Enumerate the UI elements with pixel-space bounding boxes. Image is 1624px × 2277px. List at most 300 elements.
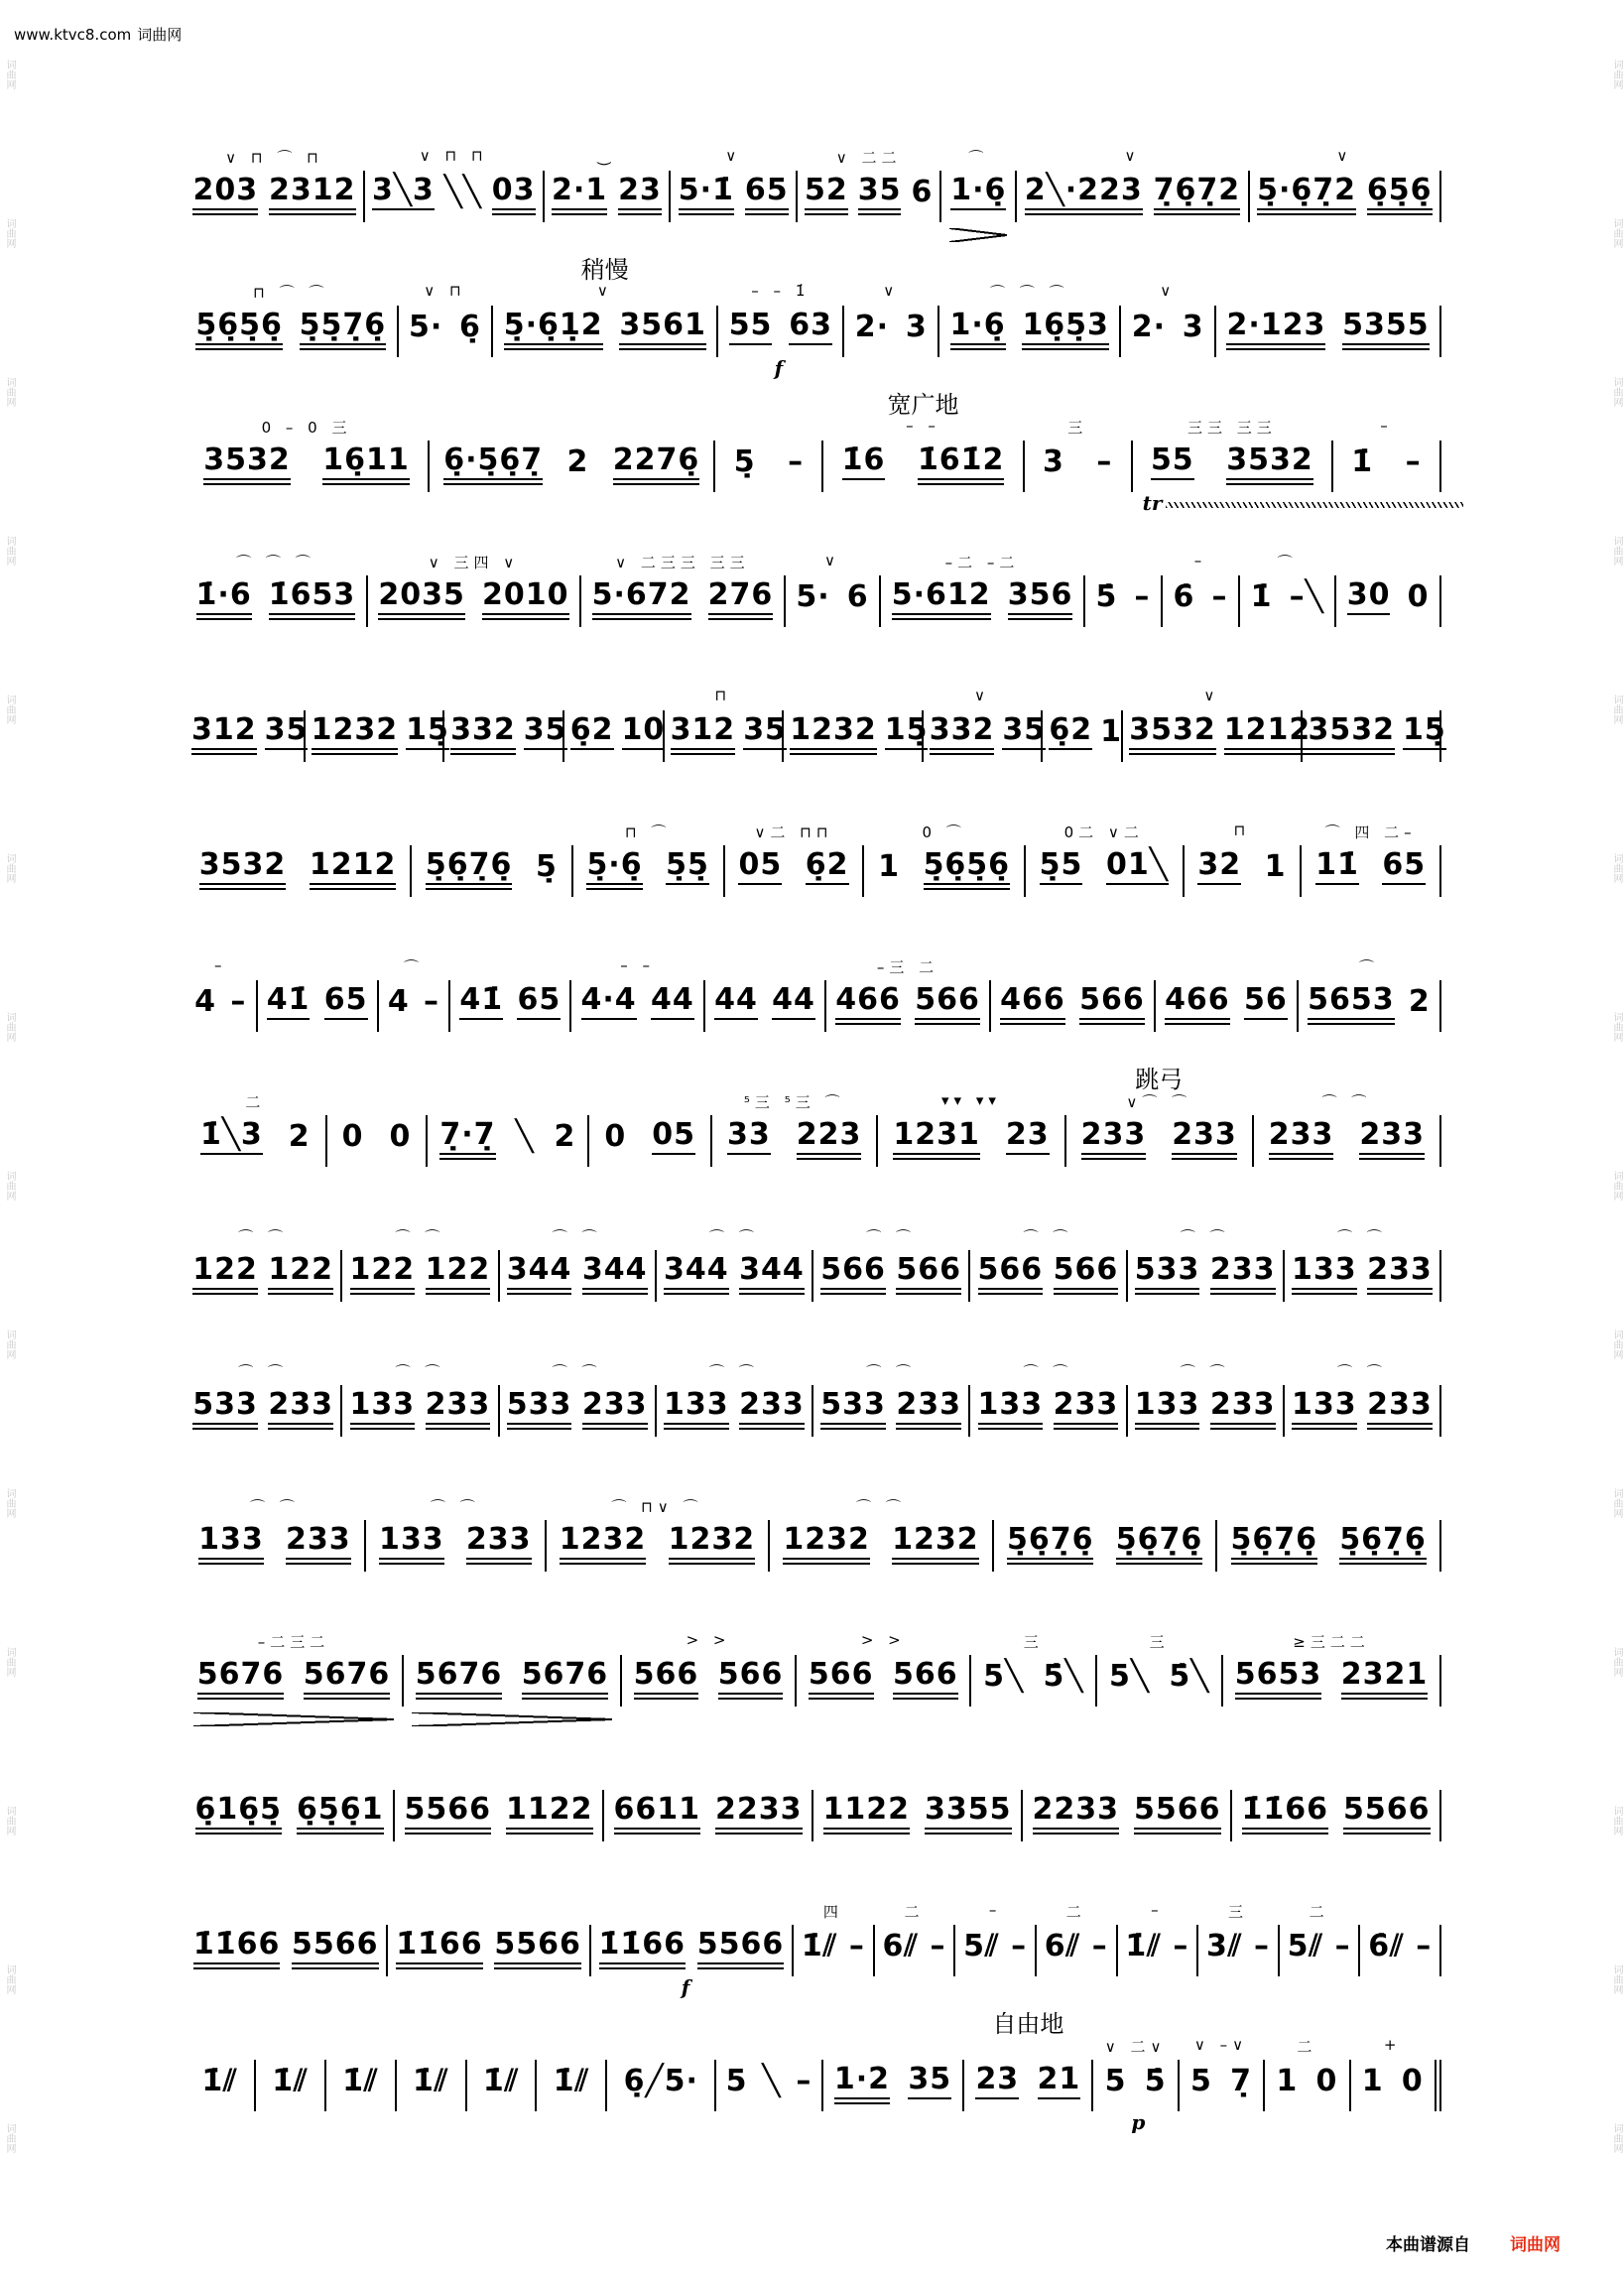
articulation-marks: –	[1380, 417, 1393, 435]
tempo-marking: 宽广地	[887, 391, 959, 419]
measure	[813, 1790, 1023, 1841]
note-group: 15̣	[885, 714, 929, 750]
measure	[186, 1790, 395, 1841]
note-group: 5566	[292, 1929, 379, 1964]
articulation-marks: 二	[1309, 1903, 1329, 1921]
measure	[604, 1790, 813, 1841]
note-group: 6̣2	[1049, 714, 1092, 750]
note-group: 1	[1264, 849, 1287, 884]
measure	[1280, 1903, 1361, 1976]
note-group: 5653	[1308, 984, 1395, 1020]
note-group: 5̣6̣7̣6̣	[1231, 1524, 1318, 1560]
watermark-text: 词曲网	[4, 1647, 15, 1677]
note-group: 6⫽	[882, 1929, 919, 1963]
articulation-marks: ⌒ ⌒ ⌒	[989, 284, 1069, 302]
measure	[875, 1903, 956, 1976]
note-group: 0	[341, 1119, 364, 1154]
articulation-marks: ∨ 二∨	[1104, 2038, 1167, 2056]
staff-line	[186, 1324, 1441, 1458]
note-group: 6̣2	[806, 849, 849, 885]
note-group: 332	[930, 714, 995, 750]
note-group: 5̣	[733, 444, 756, 479]
articulation-marks: –	[1193, 552, 1207, 569]
note-group: 1232	[892, 1524, 979, 1560]
note-group: 533	[192, 1389, 258, 1425]
note-group: 223	[797, 1119, 862, 1155]
articulation-marks: ≥三二二	[1293, 1633, 1370, 1651]
measure	[1163, 552, 1240, 627]
articulation-marks: ⌒ ⌒	[395, 1228, 445, 1246]
measure	[186, 419, 430, 492]
articulation-marks: > >	[686, 1631, 731, 1649]
brand-link[interactable]: 词曲网	[1510, 2235, 1561, 2255]
measure	[399, 282, 494, 357]
note-group: 1·2	[834, 2064, 890, 2099]
measure	[186, 149, 365, 222]
note-group: ╲	[762, 2064, 782, 2098]
staff-line	[186, 649, 1446, 784]
measure	[1037, 1903, 1118, 1976]
measure	[1128, 1363, 1285, 1437]
measure	[186, 284, 399, 357]
articulation-marks: ⊓	[714, 687, 732, 704]
measure	[716, 2060, 823, 2111]
note-group: 1̇⫽	[801, 1929, 838, 1963]
articulation-marks: 二	[245, 1093, 266, 1111]
note-group: 1212	[1224, 714, 1312, 750]
note-group: 1232	[783, 1524, 870, 1560]
note-group: 3	[1182, 310, 1204, 344]
measure	[813, 1228, 970, 1302]
articulation-marks: ▾▾ ▾▾	[941, 1091, 1001, 1109]
articulation-marks: ⌒ ⌒	[866, 1363, 917, 1381]
note-group: 3	[1042, 444, 1064, 479]
measure	[991, 980, 1156, 1032]
music-score	[186, 109, 1446, 2134]
measure	[1232, 1790, 1441, 1841]
measure	[705, 980, 826, 1032]
watermark-text: 词曲网	[4, 2123, 15, 2153]
note-group: 7̣	[1230, 2064, 1252, 2098]
measure	[444, 710, 567, 762]
note-group: 1̇⫽	[1125, 1929, 1162, 1963]
note-group: 5676	[522, 1659, 609, 1695]
note-group: 1̇⫽	[412, 2064, 449, 2098]
note-group: 0	[389, 1119, 412, 1154]
note-group: 5653	[1235, 1659, 1322, 1695]
note-group: 122	[268, 1254, 333, 1290]
note-group: 1̇1̇66	[193, 1929, 281, 1964]
articulation-marks: ∨⌒ ⌒	[1126, 1093, 1192, 1111]
note-group: 332	[450, 714, 516, 750]
note-group: 6611	[614, 1794, 701, 1830]
note-group: 5̣6̣7̣6̣	[1007, 1524, 1094, 1560]
note-group: 5566	[1343, 1794, 1431, 1830]
note-group: 5̣6̣5̣6̣	[924, 849, 1011, 885]
note-group: 3╲3	[372, 175, 435, 210]
watermark-text: 词曲网	[4, 60, 15, 89]
note-group: 5̣6̣7̣6̣	[1339, 1524, 1427, 1560]
articulation-marks: –三 二	[876, 958, 939, 976]
articulation-marks: 0 – 0 三	[261, 419, 352, 437]
measure	[1250, 147, 1441, 222]
note-group: 4	[194, 984, 217, 1019]
measure	[826, 958, 991, 1032]
measure	[581, 554, 786, 627]
note-group: 6̣	[459, 310, 481, 344]
measure	[547, 1498, 771, 1572]
note-group: 566	[809, 1659, 874, 1695]
note-group: 566	[896, 1254, 961, 1290]
watermark-text: 词曲网	[4, 695, 15, 724]
note-group: 6	[846, 579, 869, 614]
measure	[379, 958, 451, 1032]
note-group: 6⫽	[1044, 1929, 1081, 1963]
note-group: 233	[268, 1389, 333, 1425]
crescendo-hairpin	[412, 1712, 612, 1726]
note-group: –	[1091, 1929, 1108, 1963]
articulation-marks: +	[1383, 2036, 1402, 2054]
note-group: 10	[622, 714, 666, 750]
note-group: 233	[1054, 1389, 1119, 1425]
note-group: 566	[1054, 1254, 1119, 1290]
note-group: 15̣	[1403, 714, 1446, 750]
measure	[186, 554, 368, 627]
note-group: 122	[192, 1254, 258, 1290]
dynamic-marking: f	[681, 1975, 690, 1999]
note-group: 65	[745, 175, 789, 210]
note-group: 6̣2	[570, 714, 614, 750]
note-group: 5	[1189, 2064, 1212, 2098]
articulation-marks: ⌒	[403, 958, 424, 976]
note-group: 566	[820, 1254, 886, 1290]
note-group: 2╲·223	[1025, 175, 1143, 210]
articulation-marks: ⌒ ⌒	[1023, 1228, 1073, 1246]
measure	[258, 980, 379, 1032]
measure	[1128, 1228, 1285, 1302]
note-group: 5	[725, 2064, 748, 2098]
note-group: 1·6̣	[950, 175, 1006, 210]
articulation-marks: ⌒ ⌒	[1180, 1363, 1230, 1381]
note-group: 133	[1292, 1254, 1357, 1290]
dynamic-marking: f	[774, 356, 784, 380]
note-group: 3532	[203, 444, 291, 480]
staff-line	[186, 919, 1441, 1054]
note-group: 56	[1244, 984, 1288, 1020]
articulation-marks: ∨	[974, 687, 991, 704]
note-group: –╲	[1289, 579, 1324, 614]
watermark-text: 词曲网	[4, 1964, 15, 1994]
note-group: 1̇	[1250, 579, 1273, 614]
measure	[797, 1631, 971, 1707]
note-group: 1̇653	[269, 579, 356, 615]
note-group: 133	[198, 1524, 264, 1560]
articulation-marks: –	[1151, 1901, 1164, 1919]
articulation-marks: ⌒ ⌒	[238, 1363, 289, 1381]
note-group: 233	[1081, 1119, 1147, 1155]
note-group: –	[1334, 1929, 1351, 1963]
watermark-text: 词曲网	[1611, 695, 1622, 724]
articulation-marks: ⊓ ⌒	[624, 823, 672, 841]
note-group: 566	[634, 1659, 699, 1695]
note-group: 233	[466, 1524, 532, 1560]
watermark-text: 词曲网	[4, 377, 15, 407]
measure	[306, 710, 449, 762]
note-group: 1	[878, 849, 900, 884]
measure	[186, 710, 309, 762]
note-group: 566	[978, 1254, 1044, 1290]
note-group: 44	[772, 984, 815, 1020]
note-group: 1̇	[1351, 444, 1374, 479]
note-group: 233	[1210, 1254, 1276, 1290]
articulation-marks: ∨二 ⊓⊓	[754, 823, 833, 841]
watermark-text: 词曲网	[1611, 2123, 1622, 2153]
note-group: 55	[729, 310, 773, 345]
note-group: 5⫽	[963, 1929, 1000, 1963]
note-group: 7̣·7̣	[439, 1119, 495, 1155]
note-group: 5566	[697, 1929, 785, 1964]
note-group: 2312	[269, 175, 356, 210]
note-group: –	[788, 444, 805, 479]
articulation-marks: ⌒ ⌒	[250, 1498, 300, 1516]
note-group: 233	[1210, 1389, 1276, 1425]
note-group: 466	[835, 984, 901, 1020]
note-group: 1̇⫽	[201, 2064, 238, 2098]
note-group: 312	[191, 714, 257, 750]
note-group: 5·672	[592, 579, 691, 615]
note-group: 5·1̇	[679, 175, 734, 210]
articulation-marks: ⌒ ⌒	[1180, 1228, 1230, 1246]
note-group: 5̣5̣	[666, 849, 709, 885]
note-group: 1̇⫽	[482, 2064, 520, 2098]
note-group: 5⫽	[1287, 1929, 1323, 1963]
note-group: ╲	[515, 1119, 535, 1154]
note-group: 65	[517, 984, 561, 1020]
note-group: 233	[1269, 1119, 1334, 1155]
articulation-marks: ⌒	[968, 149, 989, 167]
staff-line	[186, 1863, 1441, 1998]
note-group: 5̇	[1144, 2064, 1167, 2098]
measure	[1121, 282, 1216, 357]
measure	[770, 1498, 994, 1572]
measure	[657, 1228, 813, 1302]
note-group: 52	[805, 175, 848, 210]
source-label: 本曲谱源自	[1386, 2235, 1470, 2255]
articulation-marks: ∨	[725, 147, 742, 165]
measure	[368, 554, 581, 627]
articulation-marks: 三	[1023, 1633, 1044, 1651]
dynamic-marking: p	[1131, 2110, 1146, 2134]
note-group: 23	[618, 175, 662, 210]
note-group: 1232	[560, 1524, 647, 1560]
articulation-marks: ⌒ ⌒	[866, 1228, 917, 1246]
articulation-marks: ⌒ ⌒	[708, 1228, 759, 1246]
articulation-marks: – – 1̇	[751, 282, 811, 300]
measure	[970, 1363, 1127, 1437]
measure	[1302, 823, 1441, 897]
note-group: 1212	[310, 849, 397, 885]
articulation-marks: ∨	[1336, 147, 1353, 165]
note-group: –	[796, 2064, 812, 2098]
note-group: 566	[915, 984, 980, 1020]
articulation-marks: ∨ ⊓ ⊓	[419, 147, 488, 165]
measure	[1285, 1363, 1441, 1437]
note-group: –	[1096, 444, 1113, 479]
articulation-marks: ⌒ ⌒	[1336, 1363, 1387, 1381]
measure	[1216, 306, 1441, 357]
measure	[1180, 2036, 1265, 2111]
note-group: 05	[738, 849, 782, 885]
note-group: 35	[908, 2064, 951, 2099]
articulation-marks: ∨ 二二	[835, 149, 902, 167]
articulation-marks: ⌒	[1277, 554, 1298, 571]
measure	[878, 1091, 1065, 1167]
note-group: 5676	[304, 1659, 391, 1695]
note-group: 2·123	[1226, 310, 1325, 345]
watermark-text: 词曲网	[4, 1171, 15, 1201]
note-group: 1	[1276, 2064, 1299, 2098]
measure	[1123, 687, 1312, 762]
measure	[607, 2060, 716, 2111]
note-group: 344	[664, 1254, 729, 1290]
note-group: 5·	[796, 579, 830, 614]
note-group: 1232	[790, 714, 877, 750]
note-group: 1	[1100, 714, 1122, 749]
note-group: 3532	[1309, 714, 1396, 750]
note-group: 35	[1002, 714, 1046, 750]
measure	[970, 1228, 1127, 1302]
note-group: 5̣5	[1040, 849, 1083, 885]
note-group: 2·1	[552, 175, 607, 210]
note-group: 2233	[715, 1794, 803, 1830]
measure	[412, 845, 573, 897]
measure	[366, 1498, 547, 1572]
measure	[186, 2060, 256, 2111]
note-group: 566	[718, 1659, 784, 1695]
note-group: 1̇1̇66	[599, 1929, 687, 1964]
note-group: 6̣5̣6̣1	[297, 1794, 384, 1830]
articulation-marks: ∨	[883, 282, 900, 300]
measure	[786, 552, 881, 627]
staff-line	[186, 1728, 1441, 1863]
measure	[1085, 575, 1163, 627]
note-group: 65	[324, 984, 368, 1020]
articulation-marks: –二三二	[257, 1633, 330, 1651]
note-group: 5566	[1134, 1794, 1221, 1830]
note-group: –	[848, 1929, 865, 1963]
measure	[327, 1115, 429, 1167]
note-group: 344	[507, 1254, 572, 1290]
note-group: 5╲	[983, 1659, 1025, 1694]
watermark-text: 词曲网	[4, 1329, 15, 1359]
note-group: –	[1405, 444, 1422, 479]
measure	[430, 441, 715, 492]
articulation-marks: ∨	[1203, 687, 1220, 704]
note-group: 1̇1̇66	[1242, 1794, 1329, 1830]
note-group: 41̇	[459, 984, 503, 1020]
articulation-marks: ⌒ ⊓∨ ⌒	[611, 1498, 703, 1516]
note-group: 6̣·5̣6̣7̣	[443, 444, 543, 480]
note-group: 5̣·6̣1̣2	[504, 310, 603, 345]
note-group: –	[1173, 1929, 1189, 1963]
note-group: 3355	[925, 1794, 1012, 1830]
articulation-marks: > >	[860, 1631, 906, 1649]
note-group: 6̇⫽	[1368, 1929, 1405, 1963]
note-group: 122	[426, 1254, 491, 1290]
watermark-text: 词曲网	[1611, 218, 1622, 248]
articulation-marks: ∨ 二三三 三三	[615, 554, 750, 571]
articulation-marks: ∨	[823, 552, 840, 569]
staff-line	[186, 244, 1441, 379]
measure	[395, 1790, 604, 1841]
note-group: –	[1011, 1929, 1028, 1963]
watermark-text: 词曲网	[1611, 536, 1622, 566]
note-group: 23	[1006, 1119, 1050, 1155]
note-group: 5̇╲	[1043, 1659, 1084, 1694]
measure	[388, 1925, 590, 1976]
note-group: 133	[1135, 1389, 1200, 1425]
measure	[365, 147, 545, 222]
note-group: 2321	[1341, 1659, 1429, 1695]
staff-line	[186, 1458, 1441, 1593]
measure	[1025, 419, 1133, 492]
measure	[1156, 980, 1299, 1032]
site-url-link[interactable]: www.ktvc8.com	[14, 26, 132, 44]
measure	[342, 1228, 499, 1302]
note-group: –	[1134, 579, 1151, 614]
note-group: 356	[1008, 579, 1073, 615]
note-group: 0	[1401, 2064, 1424, 2098]
articulation-marks: 三	[1067, 419, 1088, 437]
measure	[823, 2060, 965, 2111]
articulation-marks: ⌒ ⌒	[552, 1363, 602, 1381]
measure	[1333, 417, 1441, 492]
note-group: 344	[739, 1254, 805, 1290]
note-group: 7̣6̣7̣2	[1154, 175, 1241, 210]
note-group: 41̇	[267, 984, 311, 1020]
measure	[500, 1363, 657, 1437]
measure	[571, 956, 705, 1032]
measure	[1026, 823, 1185, 897]
note-group: –	[930, 1929, 946, 1963]
measure	[450, 980, 571, 1032]
note-group: 233	[286, 1524, 351, 1560]
note-group: 3532	[1129, 714, 1216, 750]
articulation-marks: 二	[904, 1903, 925, 1921]
measure	[467, 2060, 538, 2111]
note-group: 344	[582, 1254, 648, 1290]
articulation-marks: ⌒ ⌒	[430, 1498, 480, 1516]
measure	[784, 710, 929, 762]
note-group: 2	[288, 1119, 311, 1154]
trill-marking: tr	[1143, 493, 1464, 513]
measure	[1217, 1520, 1441, 1572]
articulation-marks: ∨ 三四 ∨	[428, 554, 520, 571]
measure	[941, 149, 1017, 222]
note-group: 15̣	[406, 714, 449, 750]
note-group: 1231	[893, 1119, 980, 1155]
note-group: 1̇╲3	[200, 1119, 263, 1155]
note-group: 133	[379, 1524, 444, 1560]
staff-line	[186, 514, 1441, 649]
articulation-marks: ⌒ ⌒	[1336, 1228, 1387, 1246]
staff-line	[186, 379, 1441, 514]
measure	[794, 1903, 875, 1976]
note-group: 5·	[408, 310, 443, 344]
measure	[1254, 1093, 1441, 1167]
measure	[1265, 2038, 1350, 2111]
articulation-marks: ⌒ ⌒	[395, 1363, 445, 1381]
